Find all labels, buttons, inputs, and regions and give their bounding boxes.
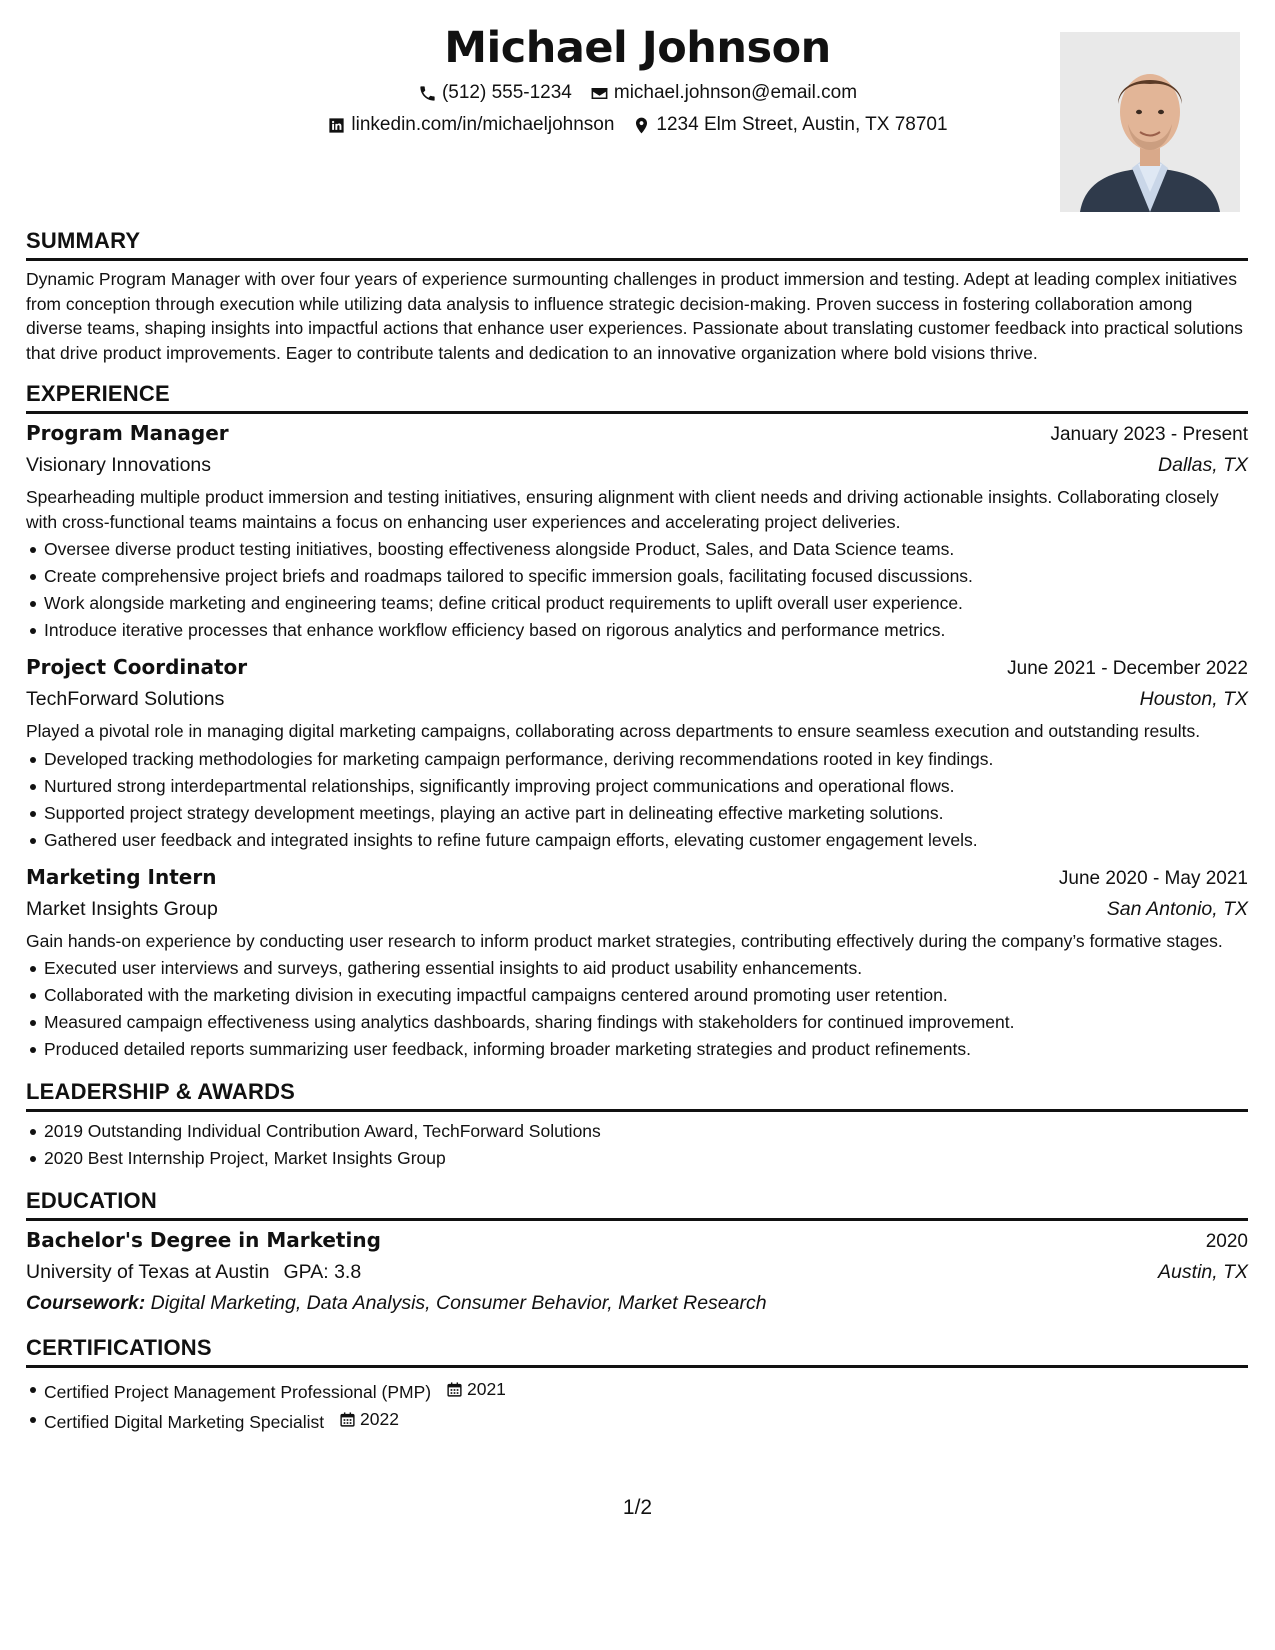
linkedin-contact[interactable] <box>327 110 614 140</box>
page-number: 1/2 <box>622 1496 653 1519</box>
list-item: Introduce iterative processes that enhance workflow efficiency based on rigorous analytics and performance metrics. <box>26 617 1248 644</box>
school-name: University of Texas at Austin <box>26 1261 270 1283</box>
job-dates: June 2020 - May 2021 <box>1058 867 1248 889</box>
degree-row <box>26 1225 1248 1257</box>
cert-name: Certified Project Management Professional (PMP) <box>44 1382 432 1402</box>
school-location: Austin, TX <box>1158 1261 1248 1283</box>
cert-year: 2021 <box>466 1379 506 1399</box>
degree-name: Bachelor's Degree in Marketing <box>26 1228 381 1252</box>
entry-org-row <box>26 450 1248 481</box>
education-body <box>26 1221 1248 1319</box>
cert-name: Certified Digital Marketing Specialist <box>44 1412 325 1432</box>
leadership-body <box>26 1112 1248 1172</box>
experience-heading: EXPERIENCE <box>26 379 1248 414</box>
education-section <box>26 1186 1248 1319</box>
list-item: Gathered user feedback and integrated insights to refine future campaign efforts, elevating customer engagement levels. <box>26 827 1248 854</box>
job-title: Program Manager <box>26 421 229 445</box>
list-item: Measured campaign effectiveness using analytics dashboards, sharing findings with stakeholders for continued improvement. <box>26 1009 1248 1036</box>
list-item: Developed tracking methodologies for marketing campaign performance, deriving recommendations rooted in key findings. <box>26 746 1248 773</box>
experience-section <box>26 379 1248 1063</box>
certifications-body <box>26 1368 1248 1436</box>
list-item: Supported project strategy development meetings, playing an active part in delineating effective marketing solutions. <box>26 800 1248 827</box>
calendar-icon <box>446 1381 463 1398</box>
coursework-label: Coursework: <box>26 1292 146 1314</box>
job-description: Gain hands-on experience by conducting user research to inform product market strategies, contributing effectively during the company’s formative stages. <box>26 930 1223 951</box>
portrait-illustration <box>1060 32 1240 212</box>
experience-entry <box>26 652 1248 854</box>
phone-contact[interactable] <box>418 78 572 108</box>
profile-photo <box>1060 32 1240 212</box>
graduation-year: 2020 <box>1205 1231 1248 1252</box>
experience-list <box>26 414 1248 1063</box>
company-name: Market Insights Group <box>26 897 218 920</box>
address-contact <box>632 110 947 140</box>
job-location: San Antonio, TX <box>1106 897 1248 920</box>
education-heading: EDUCATION <box>26 1186 1248 1221</box>
resume-content <box>26 226 1248 1450</box>
job-title: Marketing Intern <box>26 864 217 889</box>
company-name: Visionary Innovations <box>26 454 212 476</box>
experience-entry <box>26 418 1248 644</box>
school-info <box>26 1257 361 1288</box>
certifications-section <box>26 1333 1248 1436</box>
calendar-icon <box>339 1411 356 1428</box>
phone-text: (512) 555-1234 <box>441 82 572 103</box>
leadership-section <box>26 1077 1248 1172</box>
list-item: Nurtured strong interdepartmental relationships, significantly improving project communications and operational flows. <box>26 773 1248 800</box>
candidate-name: Michael Johnson <box>444 23 831 73</box>
list-item: 2020 Best Internship Project, Market Insights Group <box>26 1145 1248 1172</box>
summary-section <box>26 226 1248 365</box>
phone-icon <box>418 84 437 103</box>
list-item: Create comprehensive project briefs and roadmaps tailored to specific immersion goals, facilitating focused discussions. <box>26 563 1248 590</box>
company-name: TechForward Solutions <box>26 688 225 710</box>
list-item <box>26 1376 1248 1406</box>
email-text: michael.johnson@email.com <box>613 82 858 103</box>
linkedin-text: linkedin.com/in/michaeljohnson <box>351 114 615 135</box>
leadership-heading: LEADERSHIP & AWARDS <box>26 1077 1248 1112</box>
cert-date <box>446 1376 506 1403</box>
job-title: Project Coordinator <box>26 655 248 679</box>
gpa: GPA: 3.8 <box>283 1261 362 1283</box>
list-item: Collaborated with the marketing division in executing impactful campaigns centered around promoting user retention. <box>26 982 1248 1009</box>
coursework-text: Digital Marketing, Data Analysis, Consumer Behavior, Market Research <box>150 1292 767 1314</box>
awards-list <box>26 1118 1248 1172</box>
job-description: Played a pivotal role in managing digital marketing campaigns, collaborating across departments to ensure seamless execution and outstanding results. <box>26 721 1201 741</box>
job-bullets <box>26 536 1248 644</box>
envelope-icon <box>590 84 609 103</box>
linkedin-icon <box>327 116 346 135</box>
summary-heading: SUMMARY <box>26 226 1248 261</box>
address-text: 1234 Elm Street, Austin, TX 78701 <box>656 114 948 135</box>
list-item: Executed user interviews and surveys, gathering essential insights to aid product usability enhancements. <box>26 955 1248 982</box>
job-bullets <box>26 746 1248 854</box>
experience-entry <box>26 862 1248 1064</box>
list-item: Oversee diverse product testing initiatives, boosting effectiveness alongside Product, Sales, and Data Science teams. <box>26 536 1248 563</box>
map-pin-icon <box>632 116 651 135</box>
list-item <box>26 1406 1248 1436</box>
entry-org-row <box>26 684 1248 715</box>
email-contact[interactable] <box>590 78 857 108</box>
list-item: Work alongside marketing and engineering teams; define critical product requirements to uplift overall user experience. <box>26 590 1248 617</box>
entry-org-row <box>26 894 1248 925</box>
job-description: Spearheading multiple product immersion and testing initiatives, ensuring alignment with client needs and driving actionable insights. Collaborating closely with cross-functional teams maintains a focus on enhancing user experiences and accelerating project deliveries. <box>26 487 1219 532</box>
list-item: Produced detailed reports summarizing user feedback, informing broader marketing strategies and product refinements. <box>26 1036 1248 1063</box>
entry-header-row <box>26 652 1248 684</box>
entry-header-row <box>26 862 1248 894</box>
certifications-heading: CERTIFICATIONS <box>26 1333 1248 1368</box>
certifications-list <box>26 1376 1248 1436</box>
summary-text: Dynamic Program Manager with over four years of experience surmounting challenges in product immersion and testing. Adept at leading complex initiatives from conception through execution while utilizing data analysis to influence strategic decision-making. Proven success in fostering collaboration among diverse teams, shaping insights into impactful actions that enhance user experiences. Passionate about translating customer feedback into practical solutions that drive product improvements. Eager to contribute talents and dedication to an innovative organization where bold visions thrive. <box>26 269 1243 363</box>
cert-date <box>339 1406 399 1433</box>
job-location: Dallas, TX <box>1158 454 1248 476</box>
entry-header-row <box>26 418 1248 450</box>
job-bullets <box>26 955 1248 1063</box>
list-item: 2019 Outstanding Individual Contribution Award, TechForward Solutions <box>26 1118 1248 1145</box>
job-dates: January 2023 - Present <box>1050 424 1248 445</box>
coursework-line <box>26 1288 1248 1319</box>
job-dates: June 2021 - December 2022 <box>1007 658 1248 679</box>
job-location: Houston, TX <box>1139 688 1248 710</box>
cert-year: 2022 <box>360 1409 399 1429</box>
school-row <box>26 1257 1248 1288</box>
